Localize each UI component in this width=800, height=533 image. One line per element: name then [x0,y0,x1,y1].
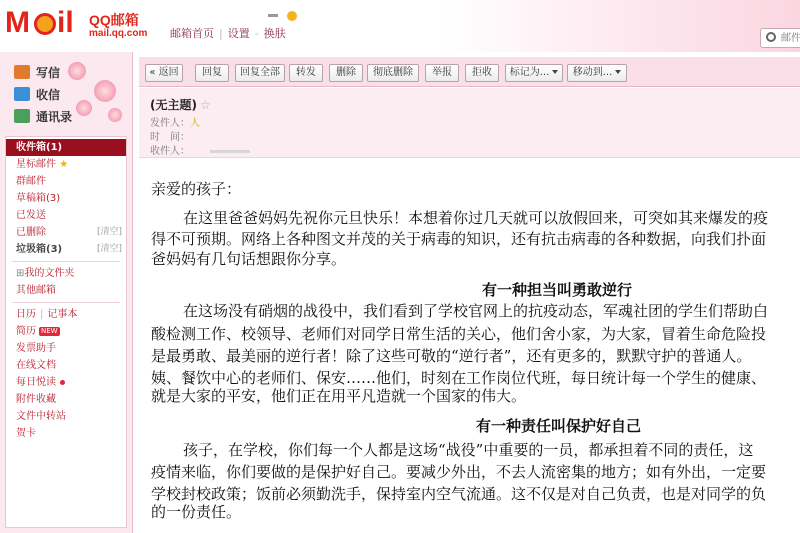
folder-list [5,136,127,528]
paragraph-line: 的一份责任。 [151,503,242,521]
reply-button[interactable]: 回复 [195,64,229,82]
mailbox-home-link[interactable]: 邮箱首页 [170,27,214,40]
compose-label: 写信 [36,65,61,80]
mail-header [139,88,800,158]
sender-label: 发件人： [150,118,190,129]
paragraph-line: 是最勇敢、最美丽的逆行者！除了这些可敬的“逆行者”，还有更多的，默默守护的普通人。 [151,347,752,365]
left-sidebar [0,52,133,533]
folder-deleted[interactable] [6,224,126,241]
daily-reading-label: 每日悦读 [16,377,56,388]
link-divider: | [219,27,223,40]
blossom-decoration [108,108,122,122]
sender-value[interactable]: 人 [190,118,200,129]
paragraph-line: 在这场没有硝烟的战役中，我们看到了学校官网上的抗疫动态，军魂社团的学生们帮助白 [183,302,769,320]
paragraph-line: 孩子，在学校，你们每一个人都是这场“战役”中重要的一员，都承担着不同的责任，这 [183,441,754,459]
quick-actions [6,56,128,130]
star-toggle-icon[interactable]: ☆ [199,98,211,112]
mail-search[interactable] [760,28,800,48]
inbox-icon [14,87,30,101]
clear-deleted-link[interactable]: [清空] [96,227,122,237]
mail-subject [150,96,211,113]
top-header [0,0,800,52]
divider [12,261,120,262]
username-redacted [268,14,278,17]
mark-as-label: 标记为... [509,67,550,78]
folder-drafts-label: 草稿箱(3) [16,193,61,204]
new-badge: NEW [41,326,58,335]
paragraph-line: 学校封校政策；饭前必须勤洗手，保持室内空气流通。这不仅是对自己负责，也是对同学的负 [151,485,767,503]
folder-starred[interactable] [6,156,126,173]
back-button[interactable]: « 返回 [145,64,183,82]
folder-sent-label: 已发送 [16,210,46,221]
link-divider: | [40,309,44,320]
mail-body [139,159,800,533]
folder-spam[interactable] [6,241,126,258]
logo-domain: mail.qq.com [89,28,148,39]
logo-letter-m: M [5,6,29,39]
receive-button[interactable] [14,85,60,103]
notes-link[interactable]: 记事本 [47,309,78,320]
expand-icon[interactable]: ⊞ [16,268,25,279]
logo-letters-il: il [57,6,74,39]
cards-label: 贺卡 [16,428,36,439]
user-status-icon[interactable] [287,11,297,21]
chevron-down-icon [552,70,558,74]
folder-group-mail[interactable] [6,173,126,190]
move-to-dropdown[interactable] [567,64,627,82]
star-icon: ★ [59,159,69,170]
blossom-decoration [68,62,86,80]
other-mailboxes-label: 其他邮箱 [16,285,56,296]
calendar-link[interactable]: 日历 [16,309,36,320]
reject-button[interactable]: 拒收 [465,64,499,82]
attachments-label: 附件收藏 [16,394,56,405]
greeting: 亲爱的孩子： [151,180,242,198]
section-heading: 有一种责任叫保护好自己 [476,417,642,435]
folder-deleted-label: 已删除 [16,227,46,238]
app-invoice-assistant[interactable] [6,340,126,357]
app-online-docs[interactable] [6,357,126,374]
folder-starred-label: 星标邮件 [16,159,56,170]
recipient-label: 收件人： [150,146,190,157]
my-folders-label: 我的文件夹 [24,268,75,279]
blossom-decoration [94,80,116,102]
blossom-decoration [76,100,92,116]
section-heading: 有一种担当叫勇敢逆行 [482,281,633,299]
folder-sent[interactable] [6,207,126,224]
link-divider: - [254,27,259,40]
folder-inbox[interactable] [6,139,126,156]
paragraph-line: 爸妈妈有几句话想跟你分享。 [151,250,347,268]
forward-button[interactable]: 转发 [289,64,323,82]
delete-permanently-button[interactable]: 彻底删除 [367,64,419,82]
time-row [150,128,190,143]
docs-label: 在线文档 [16,360,56,371]
folder-other-mailboxes[interactable] [6,282,126,299]
paragraph-line: 疫情来临，你们要做的是保护好自己。要减少外出，不去人流密集的地方；如有外出，一定要 [151,463,767,481]
clear-spam-link[interactable]: [清空] [96,244,122,254]
paragraph-line: 得不可预期。网络上各种图文并茂的关于病毒的知识，还有抗击病毒的各种数据，向我们扑面 [151,230,767,248]
folder-drafts[interactable] [6,190,126,207]
search-icon[interactable] [766,32,776,42]
unread-dot-icon [60,380,65,385]
file-transfer-label: 文件中转站 [16,411,66,422]
app-daily-reading[interactable] [6,374,126,391]
mail-toolbar [139,57,800,87]
mark-as-dropdown[interactable] [505,64,563,82]
time-label: 时 间： [150,132,190,143]
receive-label: 收信 [36,87,61,102]
chevron-down-icon [615,70,621,74]
report-button[interactable]: 举报 [425,64,459,82]
logo-o-icon [34,13,56,35]
recipient-row [150,142,250,157]
folder-spam-label: 垃圾箱(3) [16,244,63,255]
app-attachment-collection[interactable] [6,391,126,408]
divider [12,302,120,303]
compose-icon [14,65,30,79]
paragraph-line: 姨、餐饮中心的老师们、保安……他们，时刻在工作岗位代班，每日统计每一个学生的健康、 [151,369,767,387]
reply-all-button[interactable]: 回复全部 [235,64,285,82]
settings-link[interactable]: 设置 [227,27,250,40]
app-resume[interactable] [6,323,126,340]
app-greeting-cards[interactable] [6,425,126,442]
contacts-label: 通讯录 [36,109,73,124]
contacts-button[interactable] [14,107,72,125]
paragraph-line: 在这里爸爸妈妈先祝你元旦快乐！本想着你过几天就可以放假回来，可突如其来爆发的疫 [183,209,769,227]
subject-text: (无主题) [150,98,197,112]
search-input[interactable] [781,31,800,45]
compose-button[interactable] [14,63,60,81]
delete-button[interactable]: 删除 [329,64,363,82]
app-file-transfer[interactable] [6,408,126,425]
resume-label: 简历 [16,326,36,337]
move-to-label: 移动到... [572,67,613,78]
app-calendar-notes [6,306,126,323]
paragraph-line: 酸检测工作、校领导、老师们对同学日常生活的关心，他们舍小家，为大家，冒着生命危险投 [151,325,767,343]
folder-my-folders[interactable] [6,265,126,282]
sender-row [150,114,200,129]
folder-inbox-label: 收件箱(1) [16,142,63,153]
top-links [170,25,286,41]
recipient-redacted [210,150,250,153]
invoice-label: 发票助手 [16,343,56,354]
change-skin-link[interactable]: 换肤 [263,27,286,40]
contacts-icon [14,109,30,123]
paragraph-line: 就是大家的平安，他们正在用平凡造就一个国家的伟大。 [151,387,527,405]
logo-brand: QQ邮箱 [89,12,139,28]
folder-group-label: 群邮件 [16,176,46,187]
